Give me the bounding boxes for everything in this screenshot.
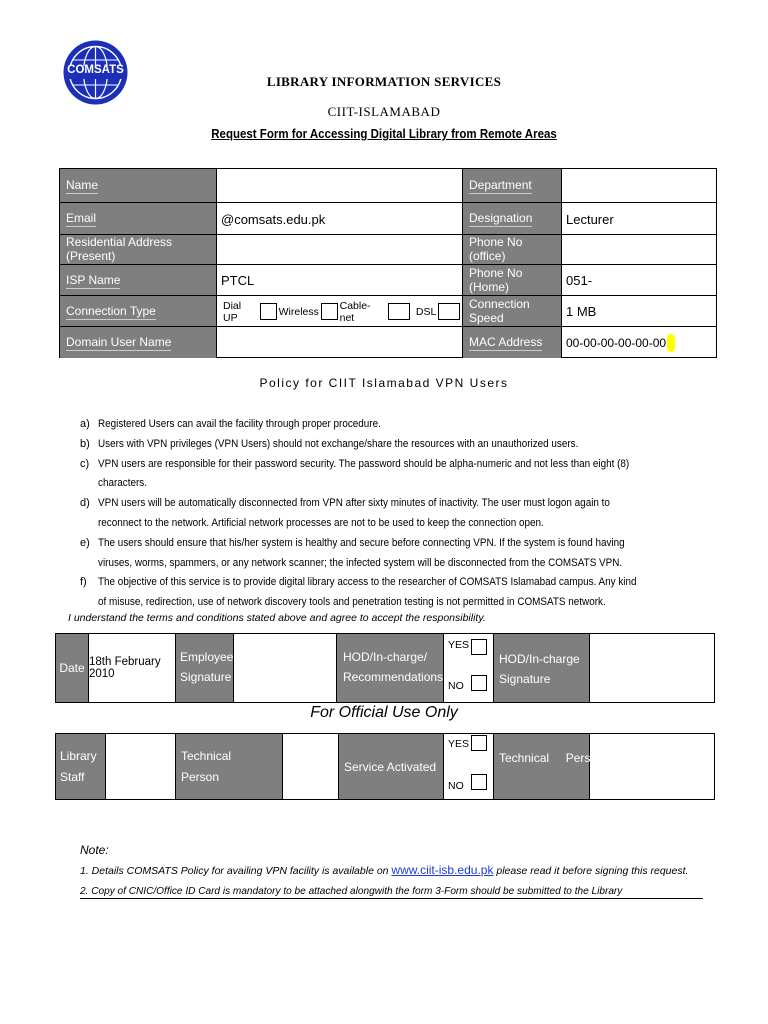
department-label: Department	[463, 169, 562, 202]
isp-label: ISP Name	[60, 265, 217, 296]
mac-field[interactable]	[562, 327, 716, 358]
form-row-connection	[60, 295, 716, 327]
notes	[80, 840, 688, 901]
address-field[interactable]	[217, 235, 463, 265]
campus-title: CIIT-ISLAMABAD	[327, 104, 441, 119]
request-form-table	[59, 168, 717, 358]
form-row-isp	[60, 264, 716, 296]
service-activated-label: Service Activated	[339, 734, 444, 799]
department-field[interactable]	[562, 169, 716, 202]
form-row-name	[60, 169, 716, 202]
technical-person-right-field[interactable]	[590, 734, 714, 799]
policy-item	[80, 455, 705, 495]
form-row-domain	[60, 326, 716, 358]
wireless-label: Wireless	[278, 305, 319, 318]
policy-item	[80, 415, 705, 435]
date-label: Date	[56, 634, 89, 702]
connection-type-label: Connection Type	[60, 296, 217, 327]
policy-item-text: Users with VPN privileges (VPN Users) should not exchange/share the resources with an unauthorized users.	[98, 437, 579, 450]
connection-speed-field[interactable]: 1 MB	[566, 304, 597, 319]
library-staff-field[interactable]	[106, 734, 176, 799]
official-yes-checkbox[interactable]	[471, 735, 487, 751]
phone-office-label: Phone No (office)	[463, 235, 562, 265]
policy-item-text: VPN users will be automatically disconnected from VPN after sixty minutes of inactivity. The user must logon again to reconnect to the network. Artificial network processes are not to be used to keep the connection open.	[98, 497, 610, 529]
form-row-email	[60, 202, 716, 235]
domain-user-field[interactable]	[217, 327, 463, 358]
policy-item	[80, 435, 705, 455]
yes-label: YES	[448, 639, 470, 651]
notes-heading: Note:	[80, 843, 109, 857]
org-title: LIBRARY INFORMATION SERVICES	[266, 74, 502, 89]
policy-item-text: The users should ensure that his/her system is healthy and secure before connecting VPN. If the system is found having viruses, worms, spammers, or any network scanner; the infected system will be disconnected from the COMSATS VPN.	[98, 536, 625, 569]
name-label: Name	[60, 169, 217, 202]
comsats-logo	[63, 40, 128, 105]
wireless-checkbox[interactable]	[321, 303, 338, 320]
connection-speed-label: Connection Speed	[463, 296, 562, 327]
policy-item-key: a)	[80, 418, 90, 430]
phone-office-field[interactable]	[562, 235, 716, 265]
employee-signature-label: Employee Signature	[176, 634, 234, 702]
phone-home-label: Phone No (Home)	[463, 265, 562, 296]
website-link[interactable]: www.ciit-isb.edu.pk	[391, 863, 494, 877]
notes-underline	[80, 898, 703, 899]
official-use-table	[55, 733, 715, 800]
hod-recommendations-label: HOD/In-charge/ Recommendations	[337, 634, 444, 702]
policy-item-key: b)	[80, 437, 90, 450]
mac-value: 00-00-00-00-00-00	[566, 335, 667, 350]
logo-text: COMSATS	[67, 64, 124, 76]
address-label: Residential Address (Present)	[60, 235, 217, 265]
dialup-label: Dial UP	[223, 299, 242, 324]
designation-label: Designation	[463, 203, 562, 235]
agreement-text: I understand the terms and conditions stated above and agree to accept the responsibility.	[68, 612, 486, 624]
technical-person-field[interactable]	[283, 734, 339, 799]
policy-item	[80, 534, 705, 574]
official-yes-label: YES	[448, 738, 470, 750]
note-2: 2. Copy of CNIC/Office ID Card is mandatory to be attached alongwith the form 3-Form should be submitted to the Library	[80, 885, 623, 897]
policy-list	[80, 415, 705, 613]
no-checkbox[interactable]	[471, 675, 487, 691]
policy-item-key: c)	[80, 457, 90, 470]
domain-user-label: Domain User Name	[60, 327, 217, 358]
official-no-label: NO	[448, 780, 464, 792]
hod-signature-field[interactable]	[590, 634, 714, 702]
highlight-mark	[667, 334, 675, 352]
form-row-address	[60, 234, 716, 265]
official-use-title: For Official Use Only	[310, 704, 458, 721]
dsl-checkbox[interactable]	[438, 303, 460, 320]
employee-signature-field[interactable]	[234, 634, 337, 702]
technical-person-right-label: Technical Person	[494, 734, 590, 799]
email-label: Email	[60, 203, 217, 235]
policy-item-key: d)	[80, 497, 90, 510]
isp-field[interactable]: PTCL	[217, 265, 463, 296]
signature-table	[55, 633, 715, 703]
mac-label: MAC Address	[463, 327, 562, 358]
designation-field[interactable]: Lecturer	[566, 211, 614, 227]
policy-item-text: Registered Users can avail the facility through proper procedure.	[98, 418, 381, 430]
policy-item-key: f)	[80, 576, 87, 589]
recommendation-choice	[444, 634, 494, 702]
dsl-label: DSL	[415, 305, 437, 318]
phone-home-field[interactable]: 051-	[566, 273, 593, 288]
library-staff-label: Library Staff	[56, 734, 106, 799]
cablenet-label: Cable-net	[339, 299, 371, 324]
connection-type-options	[217, 296, 463, 327]
yes-checkbox[interactable]	[471, 639, 487, 655]
date-field[interactable]: 18th February 2010	[89, 634, 176, 702]
cablenet-checkbox[interactable]	[388, 303, 410, 320]
policy-item	[80, 494, 705, 534]
service-activated-choice	[444, 734, 494, 799]
dialup-checkbox[interactable]	[260, 303, 277, 320]
technical-person-label: Technical Person	[176, 734, 283, 799]
no-label: NO	[448, 680, 464, 692]
name-field[interactable]	[217, 169, 463, 202]
official-no-checkbox[interactable]	[471, 774, 487, 790]
policy-item-text: The objective of this service is to provide digital library access to the researcher of COMSATS Islamabad campus. Any kind of misuse, redirection, use of network discovery tools and penetration testing is not permitted in COMSATS network.	[98, 576, 637, 609]
email-field[interactable]: @comsats.edu.pk	[217, 203, 463, 235]
policy-title: Policy for CIIT Islamabad VPN Users	[259, 376, 509, 390]
hod-signature-label: HOD/In-charge Signature	[494, 634, 590, 702]
note-1: 1. Details COMSATS Policy for availing VPN facility is available on www.ciit-isb.edu.pk please read it before signing this request.	[80, 863, 689, 877]
policy-item-text: VPN users are responsible for their password security. The password should be alpha-numeric and not less than eight (8) characters.	[98, 457, 630, 490]
policy-item	[80, 573, 705, 613]
form-title: Request Form for Accessing Digital Library from Remote Areas	[211, 127, 557, 141]
policy-item-key: e)	[80, 536, 90, 549]
